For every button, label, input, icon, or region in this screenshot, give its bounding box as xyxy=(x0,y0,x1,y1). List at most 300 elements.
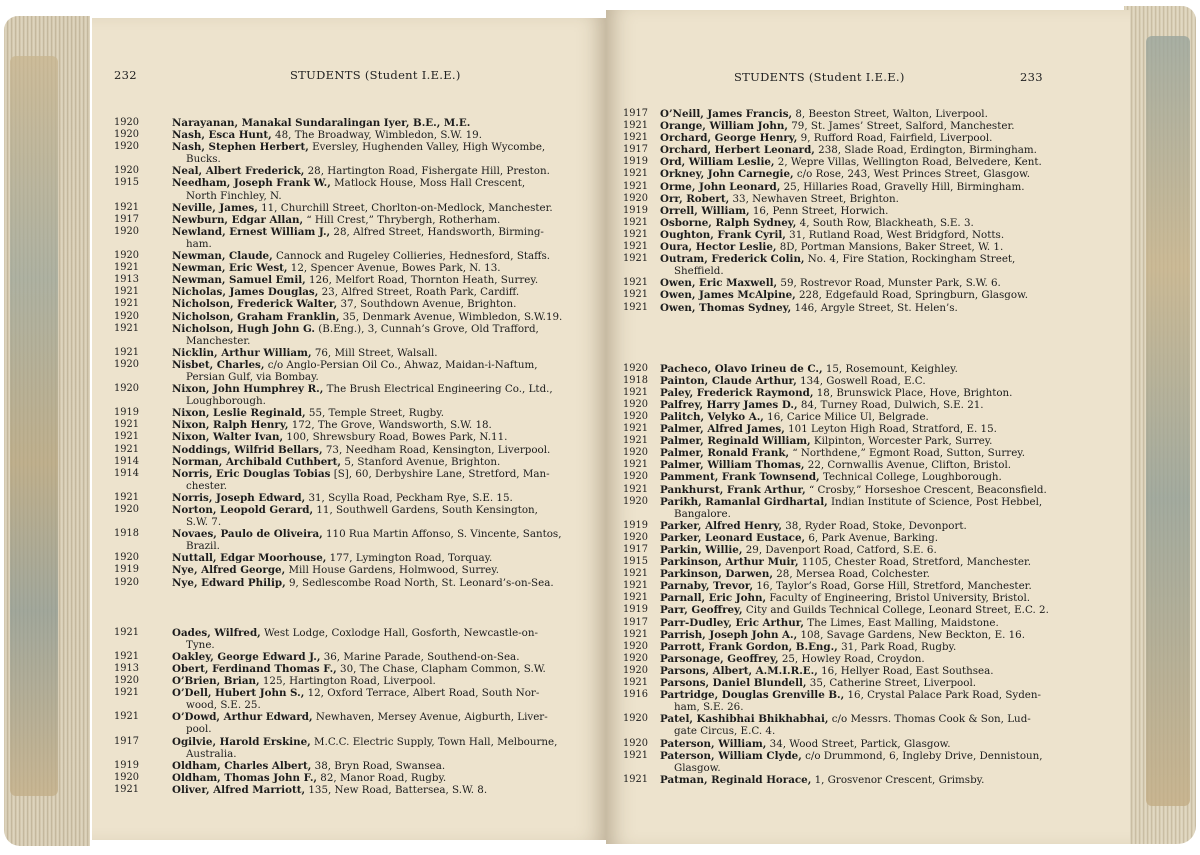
entry-year: 1921 xyxy=(623,773,648,785)
entry-year: 1921 xyxy=(114,650,139,662)
register-entry xyxy=(623,664,1070,677)
entry-address: [S], 60, Derbyshire Lane, Stretford, Man- xyxy=(333,467,550,480)
entry-name: Obert, Ferdinand Thomas F., xyxy=(172,662,337,675)
entry-name: Newland, Ernest William J., xyxy=(172,225,331,238)
entry-name: Oura, Hector Leslie, xyxy=(660,241,777,254)
entry-name: Norton, Leopold Gerard, xyxy=(172,504,314,516)
register-entry xyxy=(623,120,1070,133)
entry-address: c/o Anglo-Persian Oil Co., Ahwaz, Maidan-i-Naftum, xyxy=(267,358,538,371)
entry-name: Norman, Archibald Cuthbert, xyxy=(172,455,342,468)
register-entry xyxy=(114,129,580,142)
register-entry xyxy=(623,628,1070,641)
register-entry xyxy=(623,447,1070,460)
entry-year: 1920 xyxy=(114,225,139,237)
entry-year: 1919 xyxy=(114,759,139,771)
entry-name: Neal, Albert Frederick, xyxy=(172,165,305,178)
entry-name: Palmer, Ronald Frank, xyxy=(660,447,790,460)
entry-address: “ Northdene,” Egmont Road, Sutton, Surrey. xyxy=(792,447,1026,460)
entry-year: 1921 xyxy=(623,568,648,580)
register-entry xyxy=(114,711,580,736)
register-entry xyxy=(623,773,1070,786)
entry-address: 6, Park Avenue, Barking. xyxy=(808,531,939,544)
entry-name: Paterson, William Clyde, xyxy=(660,749,802,762)
entry-address-continued: pool. xyxy=(186,723,212,736)
entry-address: 12, Oxford Terrace, Albert Road, South Nor- xyxy=(307,687,540,700)
entry-name: Parker, Alfred Henry, xyxy=(660,519,782,532)
entry-name: Newman, Claude, xyxy=(172,250,273,263)
entry-name: Orrell, William, xyxy=(660,204,750,217)
entry-address: 38, Bryn Road, Swansea. xyxy=(314,759,446,772)
entry-address-continued: Tyne. xyxy=(186,638,215,651)
register-entry xyxy=(114,735,580,760)
entry-address-continued: gate Circus, E.C. 4. xyxy=(674,725,776,738)
entry-address-continued: Bangalore. xyxy=(674,507,731,520)
register-entry xyxy=(114,250,580,263)
entry-address: The Brush Electrical Engineering Co., Ltd., xyxy=(326,383,553,396)
entry-name: O’Dell, Hubert John S., xyxy=(172,687,305,700)
entry-address: 100, Shrewsbury Road, Bowes Park, N.11. xyxy=(286,431,508,444)
entry-year: 1917 xyxy=(114,213,139,225)
register-entry xyxy=(623,423,1070,436)
entry-year: 1921 xyxy=(114,298,139,310)
entry-name: Needham, Joseph Frank W., xyxy=(172,177,331,190)
entry-address: 31, Scylla Road, Peckham Rye, S.E. 15. xyxy=(308,491,513,504)
register-entry xyxy=(623,471,1070,484)
register-entry xyxy=(623,156,1070,169)
entry-address: 126, Melfort Road, Thornton Heath, Surrey. xyxy=(309,274,539,287)
entry-year: 1920 xyxy=(623,664,648,676)
entry-address: 12, Spencer Avenue, Bowes Park, N. 13. xyxy=(290,262,501,275)
entry-year: 1920 xyxy=(623,737,648,749)
entry-name: Palmer, Reginald William, xyxy=(660,435,811,448)
register-entry xyxy=(114,407,580,420)
register-entry xyxy=(114,322,580,347)
entry-name: Osborne, Ralph Sydney, xyxy=(660,216,797,229)
entry-name: Parsons, Albert, A.M.I.R.E., xyxy=(660,664,818,677)
register-entry xyxy=(623,204,1070,217)
entry-address: 18, Brunswick Place, Hove, Brighton. xyxy=(816,386,1013,399)
entry-name: Oldham, Thomas John F., xyxy=(172,771,318,784)
entry-list xyxy=(114,117,580,796)
entry-name: Noddings, Wilfrid Bellars, xyxy=(172,443,323,456)
entry-year: 1921 xyxy=(623,168,648,180)
entry-name: Pamment, Frank Townsend, xyxy=(660,471,820,484)
entry-name: Painton, Claude Arthur, xyxy=(660,374,797,387)
entry-name: Ord, William Leslie, xyxy=(660,156,775,169)
register-entry xyxy=(623,531,1070,544)
entry-address: 11, Churchill Street, Chorlton-on-Medlock, Manchester. xyxy=(261,201,553,214)
entry-name: Orange, William John, xyxy=(660,120,788,133)
entry-year: 1920 xyxy=(623,398,648,410)
register-entry xyxy=(114,443,580,456)
register-entry xyxy=(623,459,1070,472)
entry-address: 35, Denmark Avenue, Wimbledon, S.W.19. xyxy=(342,310,563,323)
entry-year: 1920 xyxy=(114,576,139,588)
entry-address-continued: chester. xyxy=(186,479,228,492)
entry-year: 1920 xyxy=(114,675,139,687)
page-number: 233 xyxy=(1020,70,1043,84)
register-entry xyxy=(114,141,580,166)
entry-address: No. 4, Fire Station, Rockingham Street, xyxy=(807,253,1016,266)
entry-name: Parnaby, Trevor, xyxy=(660,580,754,593)
entry-year: 1917 xyxy=(623,616,648,628)
entry-name: Nicholas, James Douglas, xyxy=(172,286,319,299)
entry-name: Nixon, Walter Ivan, xyxy=(172,431,284,444)
entry-name: Patel, Kashibhai Bhikhabhai, xyxy=(660,713,829,726)
entry-year: 1921 xyxy=(623,580,648,592)
entry-address: 1105, Chester Road, Stretford, Manchester. xyxy=(801,556,1032,569)
entry-address: 38, Ryder Road, Stoke, Devonport. xyxy=(785,519,967,532)
entry-name: Pacheco, Olavo Irineu de C., xyxy=(660,362,823,375)
entry-year: 1919 xyxy=(114,407,139,419)
entry-year: 1921 xyxy=(114,491,139,503)
register-entry xyxy=(114,552,580,565)
entry-name: Palmer, William Thomas, xyxy=(660,459,805,472)
entry-address: City and Guilds Technical College, Leonard Street, E.C. 2. xyxy=(745,604,1049,617)
entry-address: 172, The Grove, Wandsworth, S.W. 18. xyxy=(291,419,492,432)
entry-address: 146, Argyle Street, St. Helen’s. xyxy=(794,301,958,314)
entry-year: 1921 xyxy=(114,346,139,358)
entry-name: Parrott, Frank Gordon, B.Eng., xyxy=(660,640,838,653)
entry-year: 1921 xyxy=(623,289,648,301)
entry-name: Oughton, Frank Cyril, xyxy=(660,228,786,241)
entry-name: Nicholson, Hugh John G. xyxy=(172,322,315,335)
entry-address: 73, Needham Road, Kensington, Liverpool. xyxy=(325,443,551,456)
entry-address: 11, Southwell Gardens, South Kensington, xyxy=(316,504,538,516)
entry-address: 16, Taylor’s Road, Gorse Hill, Stretford, Manchester. xyxy=(756,580,1032,593)
entry-address-continued: ham. xyxy=(186,237,212,250)
entry-name: Norris, Joseph Edward, xyxy=(172,491,306,504)
entry-address: Technical College, Loughborough. xyxy=(822,471,1002,484)
register-entry xyxy=(623,132,1070,145)
entry-address: 55, Temple Street, Rugby. xyxy=(308,407,444,420)
register-entry xyxy=(114,564,580,577)
entry-year: 1920 xyxy=(114,383,139,395)
register-entry xyxy=(623,289,1070,302)
register-entry xyxy=(623,216,1070,229)
register-entry xyxy=(623,253,1070,278)
entry-address: 4, South Row, Blackheath, S.E. 3. xyxy=(799,216,974,229)
entry-name: Palfrey, Harry James D., xyxy=(660,398,798,411)
entry-year: 1920 xyxy=(623,495,648,507)
entry-year: 1914 xyxy=(114,467,139,479)
entry-year: 1921 xyxy=(114,783,139,795)
entry-address: 16, Crystal Palace Park Road, Syden- xyxy=(847,689,1041,702)
entry-name: Neville, James, xyxy=(172,201,258,214)
entry-name: Orkney, John Carnegie, xyxy=(660,168,794,181)
register-entry xyxy=(623,568,1070,581)
entry-address: The Limes, East Malling, Maidstone. xyxy=(807,616,999,629)
entry-address: “ Hill Crest,” Thrybergh, Rotherham. xyxy=(306,213,501,226)
entry-name: Newburn, Edgar Allan, xyxy=(172,213,304,226)
entry-name: Nicklin, Arthur William, xyxy=(172,346,312,359)
entry-name: Newman, Eric West, xyxy=(172,262,288,275)
entry-address: Faculty of Engineering, Bristol University, Bristol. xyxy=(769,592,1031,605)
register-entry xyxy=(114,346,580,359)
register-entry xyxy=(623,749,1070,774)
entry-year: 1917 xyxy=(114,735,139,747)
entry-year: 1921 xyxy=(623,253,648,265)
register-entry xyxy=(623,374,1070,387)
entry-address: 9, Rufford Road, Fairfield, Liverpool. xyxy=(800,132,993,145)
letter-section-gap xyxy=(626,314,1070,363)
entry-year: 1921 xyxy=(114,419,139,431)
entry-address: 30, The Chase, Clapham Common, S.W. xyxy=(340,662,546,675)
register-entry xyxy=(623,556,1070,569)
register-entry xyxy=(623,652,1070,665)
entry-name: Oakley, George Edward J., xyxy=(172,650,321,663)
entry-year: 1921 xyxy=(114,443,139,455)
register-entry xyxy=(114,225,580,250)
entry-name: Owen, Thomas Sydney, xyxy=(660,301,792,314)
register-entry xyxy=(114,687,580,712)
entry-name: Parkinson, Darwen, xyxy=(660,568,773,581)
marbled-edge xyxy=(10,56,58,796)
entry-address-continued: Brazil. xyxy=(186,540,220,553)
entry-year: 1921 xyxy=(114,286,139,298)
entry-year: 1921 xyxy=(623,120,648,132)
entry-address-continued: Persian Gulf, via Bombay. xyxy=(186,370,319,383)
left-page xyxy=(92,18,606,840)
register-entry xyxy=(623,241,1070,254)
entry-name: Parsons, Daniel Blundell, xyxy=(660,677,807,690)
entry-name: Parker, Leonard Eustace, xyxy=(660,531,806,544)
register-entry xyxy=(623,689,1070,714)
entry-address: 25, Howley Road, Croydon. xyxy=(781,652,925,665)
entry-address: 15, Rosemount, Keighley. xyxy=(825,362,958,375)
entry-name: Nash, Stephen Herbert, xyxy=(172,141,309,154)
entry-address: 238, Slade Road, Erdington, Birmingham. xyxy=(818,144,1037,157)
register-entry xyxy=(114,650,580,663)
entry-year: 1921 xyxy=(623,435,648,447)
right-page-edges xyxy=(1124,6,1196,844)
entry-address: 16, Hellyer Road, East Southsea. xyxy=(821,664,994,677)
entry-address-continued: ham, S.E. 26. xyxy=(674,701,744,714)
entry-address: 48, The Broadway, Wimbledon, S.W. 19. xyxy=(275,129,482,142)
entry-year: 1921 xyxy=(623,180,648,192)
entry-address: 9, Sedlescombe Road North, St. Leonard’s-on-Sea. xyxy=(288,576,554,589)
entry-address: c/o Messrs. Thomas Cook & Son, Lud- xyxy=(831,713,1031,726)
entry-year: 1920 xyxy=(114,310,139,322)
entry-name: Nicholson, Frederick Walter, xyxy=(172,298,338,311)
entry-name: Nye, Alfred George, xyxy=(172,564,286,577)
entry-address: “ Crosby,” Horseshoe Crescent, Beaconsfield. xyxy=(809,483,1047,496)
entry-address: 177, Lymington Road, Torquay. xyxy=(329,552,493,565)
entry-name: Nicholson, Graham Franklin, xyxy=(172,310,340,323)
entry-year: 1915 xyxy=(114,177,139,189)
entry-year: 1921 xyxy=(623,386,648,398)
entry-year: 1919 xyxy=(623,519,648,531)
entry-address: 34, Wood Street, Partick, Glasgow. xyxy=(769,737,951,750)
entry-address-continued: Australia. xyxy=(186,747,237,760)
register-entry xyxy=(623,144,1070,157)
entry-year: 1919 xyxy=(623,604,648,616)
register-entry xyxy=(623,180,1070,193)
entry-name: Nixon, Ralph Henry, xyxy=(172,419,289,432)
entry-name: Paley, Frederick Raymond, xyxy=(660,386,814,399)
entry-year: 1921 xyxy=(623,241,648,253)
entry-name: O’Dowd, Arthur Edward, xyxy=(172,711,313,724)
entry-name: Oades, Wilfred, xyxy=(172,626,261,639)
register-entry xyxy=(623,677,1070,690)
entry-address-continued: Manchester. xyxy=(186,334,251,347)
entry-address: 8, Beeston Street, Walton, Liverpool. xyxy=(795,108,988,120)
entry-year: 1917 xyxy=(623,544,648,555)
letter-section-gap xyxy=(172,589,580,627)
entry-address: 110 Rua Martin Affonso, S. Vincente, Santos, xyxy=(325,528,562,541)
register-entry xyxy=(114,675,580,688)
entry-year: 1920 xyxy=(623,410,648,422)
entry-year: 1918 xyxy=(623,374,648,386)
register-entry xyxy=(114,491,580,504)
register-entry xyxy=(114,310,580,323)
entry-address-continued: Loughborough. xyxy=(186,395,266,408)
entry-name: Narayanan, Manakal Sundaralingan Iyer, B.E., M.E. xyxy=(172,117,471,129)
right-page xyxy=(606,10,1130,844)
register-entry xyxy=(114,455,580,468)
entry-year: 1921 xyxy=(623,301,648,313)
register-entry xyxy=(623,108,1070,120)
entry-address: 84, Turney Road, Dulwich, S.E. 21. xyxy=(800,398,984,411)
entry-year: 1921 xyxy=(623,628,648,640)
entry-name: Nixon, Leslie Reginald, xyxy=(172,407,306,420)
entry-address: Mill House Gardens, Holmwood, Surrey. xyxy=(288,564,499,577)
entry-address: 125, Hartington Road, Liverpool. xyxy=(262,675,436,688)
entry-year: 1920 xyxy=(114,141,139,153)
entry-year: 1919 xyxy=(114,564,139,576)
register-entry xyxy=(623,228,1070,241)
entry-year: 1920 xyxy=(114,117,139,128)
entry-year: 1920 xyxy=(114,358,139,370)
register-entry xyxy=(114,117,580,129)
entry-name: Owen, Eric Maxwell, xyxy=(660,277,778,290)
register-entry xyxy=(114,759,580,772)
entry-address: 82, Manor Road, Rugby. xyxy=(320,771,447,784)
register-entry xyxy=(114,467,580,492)
register-entry xyxy=(114,576,580,589)
register-entry xyxy=(114,528,580,553)
register-entry xyxy=(114,431,580,444)
register-entry xyxy=(623,519,1070,532)
marbled-edge xyxy=(1146,36,1190,806)
entry-address: 28, Hartington Road, Fishergate Hill, Preston. xyxy=(307,165,550,178)
register-entry xyxy=(623,713,1070,738)
entry-year: 1921 xyxy=(623,132,648,144)
register-entry xyxy=(114,262,580,275)
entry-address: 5, Stanford Avenue, Brighton. xyxy=(344,455,501,468)
entry-address: 23, Alfred Street, Roath Park, Cardiff. xyxy=(321,286,520,299)
register-entry xyxy=(623,483,1070,496)
entry-name: Outram, Frederick Colin, xyxy=(660,253,805,266)
entry-year: 1913 xyxy=(114,662,139,674)
entry-name: Parr, Geoffrey, xyxy=(660,604,743,617)
entry-address: West Lodge, Coxlodge Hall, Gosforth, Newcastle-on- xyxy=(264,626,538,639)
entry-address: 31, Rutland Road, West Bridgford, Notts. xyxy=(789,228,1005,241)
entry-name: Nash, Esca Hunt, xyxy=(172,129,272,142)
entry-name: Orr, Robert, xyxy=(660,192,730,205)
entry-year: 1921 xyxy=(114,322,139,334)
entry-name: Parkinson, Arthur Muir, xyxy=(660,556,799,569)
register-entry xyxy=(623,168,1070,181)
entry-address: 35, Catherine Street, Liverpool. xyxy=(809,677,977,690)
entry-name: Parsonage, Geoffrey, xyxy=(660,652,779,665)
entry-year: 1921 xyxy=(623,459,648,471)
register-entry xyxy=(623,277,1070,290)
entry-name: Nuttall, Edgar Moorhouse, xyxy=(172,552,327,565)
entry-address: 33, Newhaven Street, Brighton. xyxy=(732,192,899,205)
entry-address: 16, Penn Street, Horwich. xyxy=(752,204,889,217)
entry-address: Indian Institute of Science, Post Hebbel, xyxy=(830,495,1043,508)
entry-address: 22, Cornwallis Avenue, Clifton, Bristol. xyxy=(807,459,1012,472)
entry-address: 79, St. James’ Street, Salford, Manchester. xyxy=(791,120,1015,133)
entry-year: 1916 xyxy=(623,689,648,701)
entry-address: 228, Edgefauld Road, Springburn, Glasgow. xyxy=(799,289,1028,302)
entry-year: 1920 xyxy=(623,713,648,725)
register-entry xyxy=(114,201,580,214)
entry-address: 31, Park Road, Rugby. xyxy=(841,640,957,653)
entry-name: Nixon, John Humphrey R., xyxy=(172,383,324,396)
entry-address: 36, Marine Parade, Southend-on-Sea. xyxy=(323,650,520,663)
entry-year: 1918 xyxy=(114,528,139,540)
entry-year: 1919 xyxy=(623,156,648,168)
entry-address: 28, Alfred Street, Handsworth, Birming- xyxy=(333,225,544,238)
entry-address: 76, Mill Street, Walsall. xyxy=(314,346,438,359)
left-page-edges xyxy=(4,16,90,846)
entry-year: 1921 xyxy=(623,423,648,435)
entry-address: 8D, Portman Mansions, Baker Street, W. 1. xyxy=(779,241,1004,254)
register-entry xyxy=(623,592,1070,605)
entry-address: 25, Hillaries Road, Gravelly Hill, Birmingham. xyxy=(783,180,1025,193)
entry-year: 1921 xyxy=(114,626,139,638)
entry-year: 1913 xyxy=(114,274,139,286)
entry-year: 1914 xyxy=(114,455,139,467)
entry-name: Partridge, Douglas Grenville B., xyxy=(660,689,845,702)
entry-year: 1920 xyxy=(114,504,139,515)
entry-year: 1917 xyxy=(623,144,648,156)
register-entry xyxy=(114,419,580,432)
entry-name: Parnall, Eric John, xyxy=(660,592,767,605)
entry-year: 1921 xyxy=(114,431,139,443)
entry-year: 1920 xyxy=(623,192,648,204)
entry-year: 1920 xyxy=(114,552,139,564)
register-entry xyxy=(114,626,580,651)
entry-name: Parkin, Willie, xyxy=(660,544,743,556)
entry-name: Oldham, Charles Albert, xyxy=(172,759,312,772)
register-entry xyxy=(114,504,580,529)
entry-year: 1920 xyxy=(114,771,139,783)
entry-address: 1, Grosvenor Crescent, Grimsby. xyxy=(814,773,985,786)
entry-address-continued: Sheffield. xyxy=(674,265,724,278)
entry-year: 1921 xyxy=(623,216,648,228)
entry-name: Orchard, Herbert Leonard, xyxy=(660,144,815,157)
entry-name: O’Brien, Brian, xyxy=(172,675,260,688)
entry-address: 28, Mersea Road, Colchester. xyxy=(776,568,930,581)
entry-year: 1920 xyxy=(623,652,648,664)
register-entry xyxy=(623,495,1070,520)
register-entry xyxy=(114,286,580,299)
entry-year: 1920 xyxy=(623,447,648,459)
entry-name: Pankhurst, Frank Arthur, xyxy=(660,483,806,496)
entry-year: 1921 xyxy=(623,677,648,689)
register-entry xyxy=(623,640,1070,653)
register-entry xyxy=(623,580,1070,593)
entry-year: 1921 xyxy=(114,262,139,274)
entry-address: M.C.C. Electric Supply, Town Hall, Melbourne, xyxy=(314,735,558,748)
entry-name: Parr-Dudley, Eric Arthur, xyxy=(660,616,804,629)
register-entry xyxy=(114,771,580,784)
entry-address: c/o Rose, 243, West Princes Street, Glasgow. xyxy=(796,168,1030,181)
register-entry xyxy=(623,544,1070,556)
